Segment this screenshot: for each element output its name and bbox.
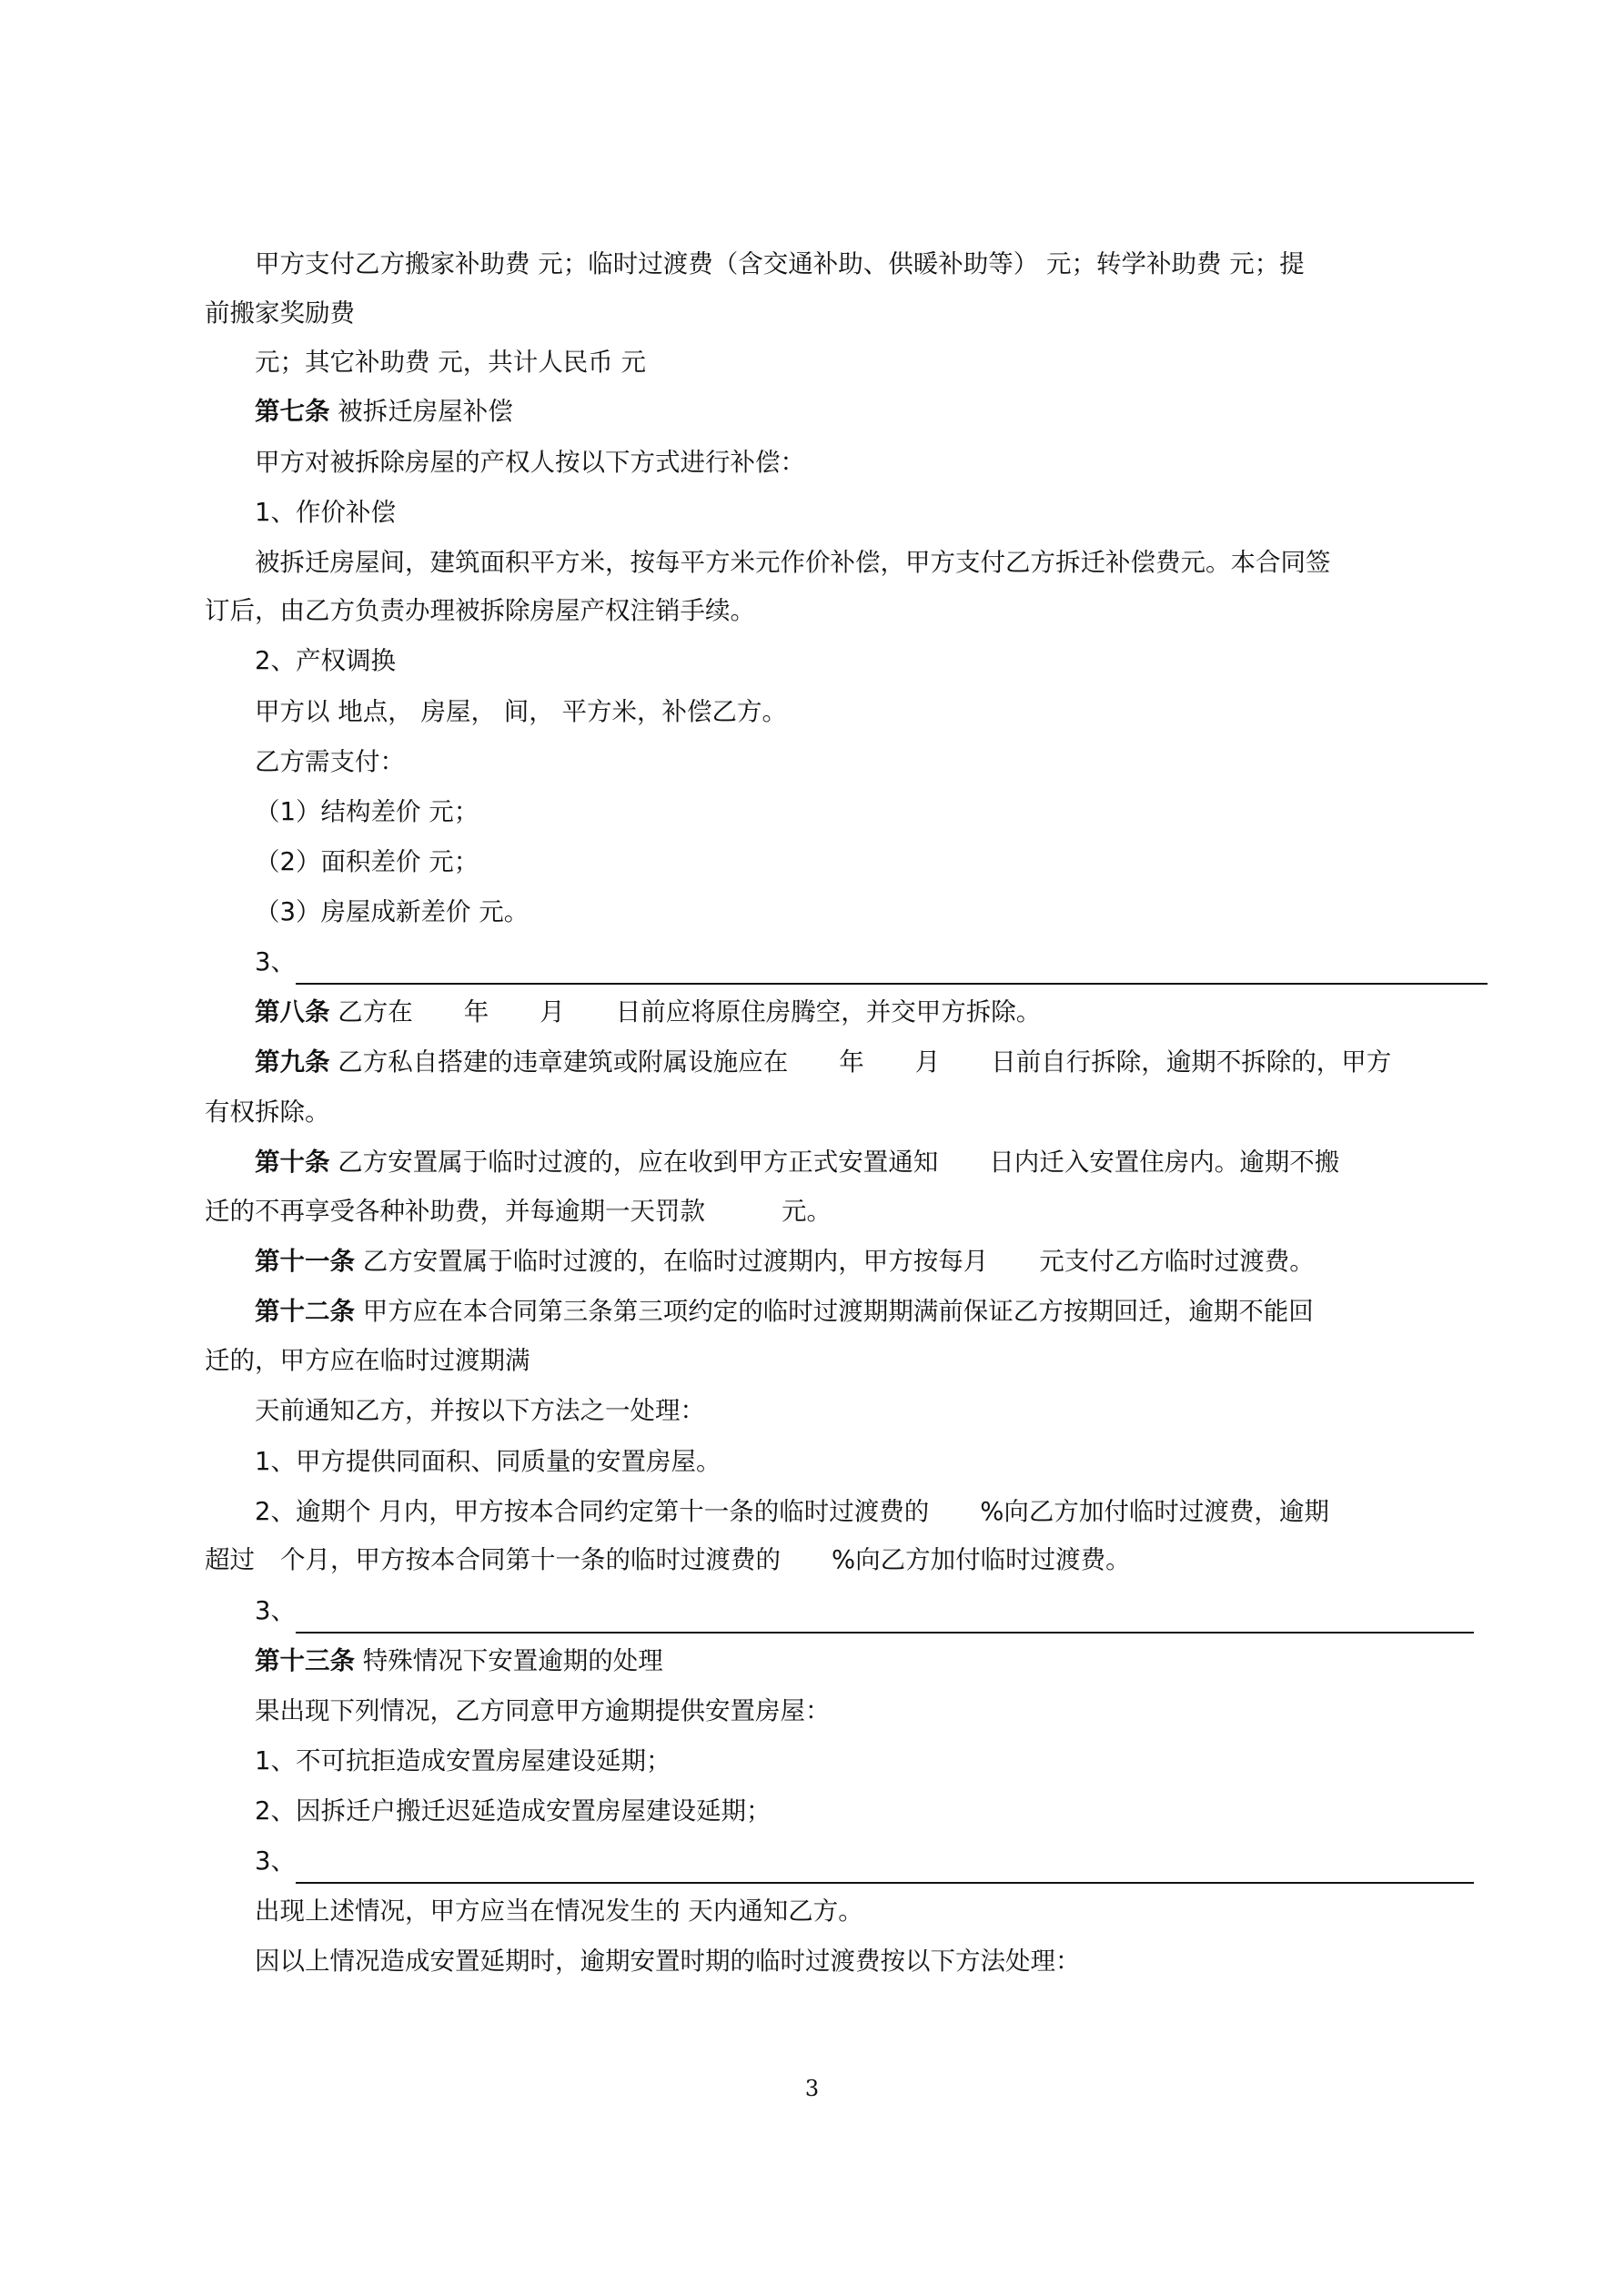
paragraph-line: 乙方需支付：	[255, 747, 405, 776]
blank-fill-line	[296, 1882, 1474, 1884]
list-item: （1）结构差价 元；	[255, 797, 479, 826]
blank-fill-line	[296, 1632, 1474, 1633]
paragraph-line: 迁的，甲方应在临时过渡期满	[205, 1346, 530, 1375]
paragraph-line: 天前通知乙方，并按以下方法之一处理：	[255, 1396, 705, 1425]
list-item: 1、作价补偿	[255, 498, 396, 527]
article-label: 第十三条	[255, 1646, 355, 1675]
paragraph-line: 被拆迁房屋间，建筑面积平方米，按每平方米元作价补偿，甲方支付乙方拆迁补偿费元。本合同签	[255, 548, 1331, 577]
article-text: 迁的不再享受各种补助费，并每逾期一天罚款	[205, 1197, 705, 1226]
list-item	[255, 1493, 1329, 1530]
list-item: （3）房屋成新差价 元。	[255, 897, 530, 926]
article-label: 第十条	[255, 1148, 330, 1177]
list-item: （2）面积差价 元；	[255, 847, 479, 876]
paragraph-line: 前搬家奖励费	[205, 298, 355, 328]
list-item: 2、产权调换	[255, 646, 396, 675]
article-heading	[255, 1144, 1339, 1180]
article-label: 第九条	[255, 1047, 330, 1077]
list-item: 1、甲方提供同面积、同质量的安置房屋。	[255, 1447, 721, 1476]
article-text: 个月，甲方按本合同第十一条的临时过渡费的	[280, 1545, 781, 1574]
paragraph-line: 有权拆除。	[205, 1097, 330, 1127]
paragraph-line: 出现上述情况，甲方应当在情况发生的 天内通知乙方。	[255, 1896, 863, 1926]
paragraph-line: 甲方以 地点， 房屋， 间， 平方米，补偿乙方。	[255, 697, 787, 726]
article-heading	[255, 1243, 1315, 1279]
blank-fill-line	[296, 983, 1488, 985]
article-text: 甲方应在本合同第三条第三项约定的临时过渡期期满前保证乙方按期回迁，逾期不能回	[362, 1297, 1314, 1326]
article-text: 月	[914, 1047, 941, 1077]
article-heading	[255, 393, 513, 430]
article-text: 元支付乙方临时过渡费。	[1039, 1247, 1315, 1276]
paragraph-line: 甲方对被拆除房屋的产权人按以下方式进行补偿：	[255, 448, 805, 477]
article-title: 特殊情况下安置逾期的处理	[362, 1646, 663, 1675]
article-heading	[255, 1293, 1314, 1330]
article-text: 日前应将原住房腾空，并交甲方拆除。	[615, 997, 1042, 1027]
article-heading	[255, 1044, 1391, 1080]
paragraph-line: 甲方支付乙方搬家补助费 元；临时过渡费（含交通补助、供暖补助等） 元；转学补助费 元；提	[255, 249, 1305, 278]
paragraph-line: 果出现下列情况，乙方同意甲方逾期提供安置房屋：	[255, 1696, 831, 1725]
article-text: 乙方在	[338, 997, 413, 1027]
article-text: %向乙方加付临时过渡费，逾期	[980, 1497, 1329, 1526]
list-item: 3、	[255, 1596, 296, 1625]
article-text: 超过	[205, 1545, 255, 1574]
paragraph-line: 元；其它补助费 元，共计人民币 元	[255, 348, 646, 377]
paragraph-line	[205, 1193, 832, 1229]
article-text: 年	[463, 997, 489, 1027]
paragraph-line: 订后，由乙方负责办理被拆除房屋产权注销手续。	[205, 596, 755, 625]
list-item: 2、因拆迁户搬迁迟延造成安置房屋建设延期；	[255, 1796, 772, 1826]
article-label: 第十一条	[255, 1247, 355, 1276]
article-text: 乙方安置属于临时过渡的，应在收到甲方正式安置通知	[338, 1148, 939, 1177]
article-text: 日内迁入安置住房内。逾期不搬	[989, 1148, 1340, 1177]
article-text: 乙方安置属于临时过渡的，在临时过渡期内，甲方按每月	[362, 1247, 989, 1276]
article-label: 第十二条	[255, 1297, 355, 1326]
article-label: 第八条	[255, 997, 330, 1027]
paragraph-line: 因以上情况造成安置延期时，逾期安置时期的临时过渡费按以下方法处理：	[255, 1947, 1081, 1976]
article-text: %向乙方加付临时过渡费。	[832, 1545, 1131, 1574]
article-text: 日前自行拆除，逾期不拆除的，甲方	[991, 1047, 1392, 1077]
list-item: 3、	[255, 1846, 296, 1876]
article-title: 被拆迁房屋补偿	[338, 397, 513, 426]
list-item: 1、不可抗拒造成安置房屋建设延期；	[255, 1746, 671, 1775]
list-item: 3、	[255, 947, 296, 976]
article-text: 月	[540, 997, 565, 1027]
paragraph-line	[205, 1542, 1131, 1578]
article-text: 元。	[782, 1197, 832, 1226]
article-text: 年	[839, 1047, 864, 1077]
article-label: 第七条	[255, 397, 330, 426]
page-number: 3	[804, 2076, 820, 2101]
article-heading	[255, 994, 1041, 1030]
article-text: 2、逾期个 月内，甲方按本合同约定第十一条的临时过渡费的	[255, 1497, 930, 1526]
article-text: 乙方私自搭建的违章建筑或附属设施应在	[338, 1047, 789, 1077]
article-heading	[255, 1643, 663, 1679]
